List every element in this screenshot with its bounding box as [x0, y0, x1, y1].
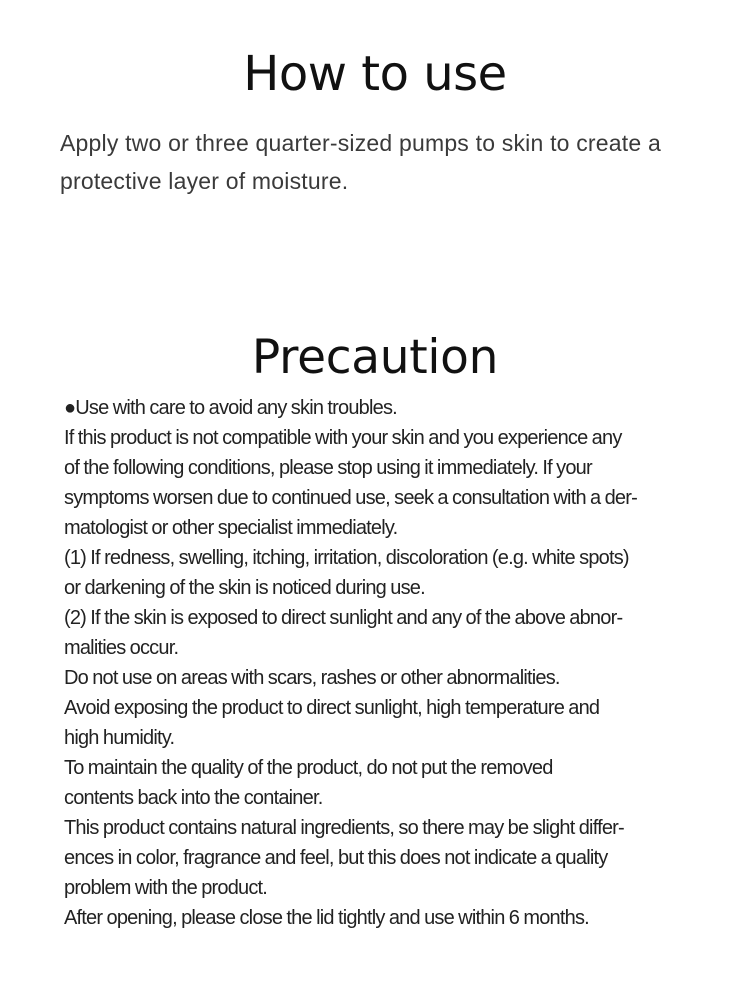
how-to-use-description: Apply two or three quarter-sized pumps to skin to create a protective layer of moisture.	[60, 130, 661, 194]
precaution-text-block	[64, 393, 704, 933]
precaution-line: ●Use with care to avoid any skin troubles.	[64, 397, 397, 419]
precaution-line: matologist or other specialist immediately.	[64, 517, 398, 539]
precaution-line: problem with the product.	[64, 877, 268, 899]
precaution-line: (1) If redness, swelling, itching, irritation, discoloration (e.g. white spots)	[64, 547, 629, 569]
precaution-line: (2) If the skin is exposed to direct sunlight and any of the above abnor-	[64, 607, 623, 629]
precaution-line: malities occur.	[64, 637, 179, 659]
precaution-line: Do not use on areas with scars, rashes or other abnormalities.	[64, 667, 560, 689]
how-to-use-title: How to use	[243, 46, 507, 102]
precaution-line: high humidity.	[64, 727, 175, 749]
precaution-title: Precaution	[251, 330, 499, 385]
precaution-line: This product contains natural ingredients, so there may be slight differ-	[64, 817, 624, 839]
precaution-line: ences in color, fragrance and feel, but this does not indicate a quality	[64, 847, 608, 869]
precaution-line: of the following conditions, please stop using it immediately. If your	[64, 457, 592, 479]
precaution-line: or darkening of the skin is noticed during use.	[64, 577, 425, 599]
precaution-line: To maintain the quality of the product, do not put the removed	[64, 757, 553, 779]
precaution-line: Avoid exposing the product to direct sunlight, high temperature and	[64, 697, 600, 719]
precaution-line: After opening, please close the lid tightly and use within 6 months.	[64, 907, 589, 929]
precaution-line: If this product is not compatible with your skin and you experience any	[64, 427, 622, 449]
precaution-line: symptoms worsen due to continued use, seek a consultation with a der-	[64, 487, 637, 509]
precaution-line: contents back into the container.	[64, 787, 323, 809]
